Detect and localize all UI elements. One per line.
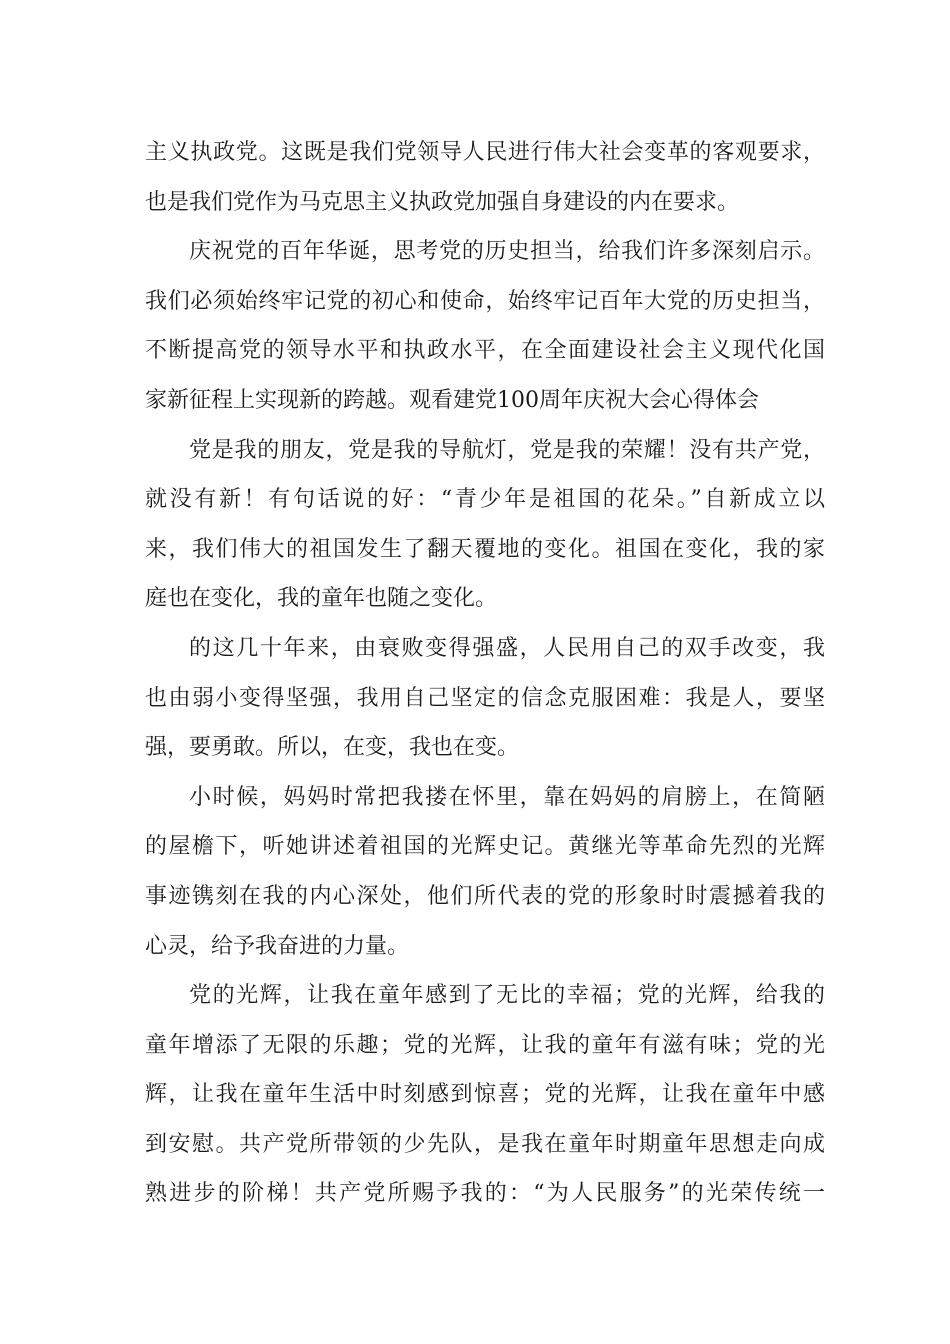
text-line: 心灵，给予我奋进的力量。 (145, 933, 410, 959)
text-line: 童年增添了无限的乐趣；党的光辉，让我的童年有滋有味；党的光 (145, 1032, 825, 1058)
text-line: 事迹镌刻在我的内心深处，他们所代表的党的形象时时震撼着我的 (145, 883, 825, 909)
text-line: 我们必须始终牢记党的初心和使命，始终牢记百年大党的历史担当， (145, 288, 825, 314)
text-line: 强，要勇敢。所以，在变，我也在变。 (145, 735, 520, 761)
text-line: 不断提高党的领导水平和执政水平，在全面建设社会主义现代化国 (145, 338, 825, 364)
text-line: 主义执政党。这既是我们党领导人民进行伟大社会变革的客观要求， (145, 140, 825, 165)
text-line: 也是我们党作为马克思主义执政党加强自身建设的内在要求。 (145, 189, 740, 215)
paragraph-first-line: 庆祝党的百年华诞，思考党的历史担当，给我们许多深刻启示。 (189, 239, 825, 265)
paragraph-first-line: 的这几十年来，由衰败变得强盛，人民用自己的双手改变，我 (189, 635, 825, 661)
text-line: 来，我们伟大的祖国发生了翻天覆地的变化。祖国在变化，我的家 (145, 536, 825, 562)
text-line: 到安慰。共产党所带领的少先队，是我在童年时期童年思想走向成 (145, 1131, 825, 1157)
document-body (145, 128, 825, 1219)
paragraph-first-line: 党是我的朋友，党是我的导航灯，党是我的荣耀！没有共产党， (189, 437, 825, 463)
text-line: 辉，让我在童年生活中时刻感到惊喜；党的光辉，让我在童年中感 (145, 1082, 825, 1108)
text-line: 就没有新！有句话说的好：“青少年是祖国的花朵。”自新成立以 (145, 487, 825, 513)
text-line: 庭也在变化，我的童年也随之变化。 (145, 586, 498, 612)
text-line: 熟进步的阶梯！共产党所赐予我的：“为人民服务”的光荣传统一 (145, 1181, 825, 1207)
text-line: 家新征程上实现新的跨越。观看建党100周年庆祝大会心得体会 (145, 387, 759, 413)
text-line: 也由弱小变得坚强，我用自己坚定的信念克服困难：我是人，要坚 (145, 685, 825, 711)
paragraph-first-line: 小时候，妈妈时常把我搂在怀里，靠在妈妈的肩膀上，在简陋 (189, 784, 825, 810)
paragraph-first-line: 党的光辉，让我在童年感到了无比的幸福；党的光辉，给我的 (189, 983, 825, 1009)
text-line: 的屋檐下，听她讲述着祖国的光辉史记。黄继光等革命先烈的光辉 (145, 834, 825, 860)
